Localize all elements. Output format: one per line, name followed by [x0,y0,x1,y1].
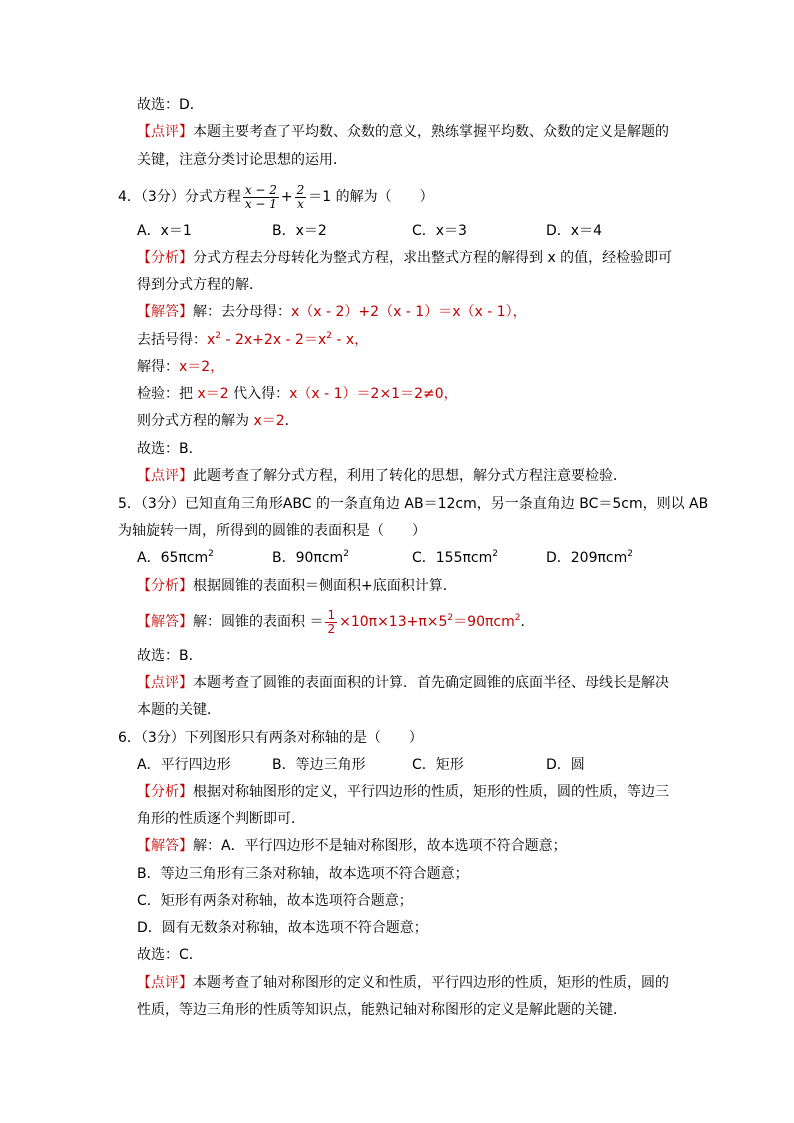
comment-tag: 【点评】 [137,975,193,991]
answer-math: x（x - 2）+2（x - 1）＝x（x - 1）， [291,304,527,320]
q6-answer-line-3: C．矩形有两条对称轴，故本选项符合题意； [137,893,413,909]
fraction-numerator: 1 [327,607,336,622]
q5-option-d [546,548,633,568]
comment-text: 本题考查了轴对称图形的定义和性质，平行四边形的性质，矩形的性质，圆的 [193,975,669,991]
analysis-tag: 【分析】 [137,578,193,594]
analysis-tag: 【分析】 [137,784,193,800]
q4-stem-pre: 4．（3分）分式方程 [118,189,241,205]
q4-answer-line-4 [137,384,458,404]
q4-analysis-line [137,248,672,268]
fraction-1-denominator: x − 1 [244,196,277,211]
q6-analysis-line-2: 角形的性质逐个判断即可． [137,811,305,827]
math-part: - 2x+2x - 2＝x [221,332,327,348]
q6-comment-line-2: 性质，等边三角形的性质等知识点，能熟记轴对称图形的定义是解此题的关键． [137,1002,627,1018]
comment-tag: 【点评】 [137,124,193,140]
q5-choose: 故选：B． [137,648,203,664]
fraction-1-numerator: x − 2 [244,182,277,197]
question-6-stem: 6．（3分）下列图形只有两条对称轴的是（ ） [118,730,423,746]
answer-math: x＝2 [197,386,229,402]
q6-answer-line-2: B．等边三角形有三条对称轴，故本选项不符合题意； [137,866,469,882]
answer-text: 解：A．平行四边形不是轴对称图形，故本选项不符合题意； [193,838,567,854]
answer-lead: 则分式方程的解为 [137,413,254,429]
question-4-stem [118,180,434,214]
q4-option-b: B．x＝2 [272,223,327,239]
answer-tag: 【解答】 [137,614,193,630]
analysis-text: 根据对称轴图形的定义，平行四边形的性质，矩形的性质，圆的性质，等边三 [193,784,669,800]
answer-tag: 【解答】 [137,838,193,854]
option-text: D．209πcm [546,550,628,566]
math-part: ×10π×13+π×5 [339,614,448,630]
fraction-1 [243,184,279,211]
answer-math: x＝2， [179,359,225,375]
answer-end: ． [284,413,299,429]
answer-lead: 解：去分母得： [193,304,291,320]
fraction-denominator: 2 [327,621,336,636]
exponent: 2 [447,613,454,623]
q6-option-b: B．等边三角形 [272,757,366,773]
answer-lead: 去括号得： [137,332,207,348]
q4-analysis-line-2: 得到分式方程的解． [137,277,263,293]
comment-text: 本题考查了圆锥的表面面积的计算．首先确定圆锥的底面半径、母线长是解决 [193,675,669,691]
answer-lead: 解得： [137,359,179,375]
q5-option-a [137,548,214,568]
q5-answer-line [137,607,534,637]
math-part: - x， [331,332,369,348]
answer-tag: 【解答】 [137,304,193,320]
fraction-2-denominator: x [297,196,304,211]
q4-choose: 故选：B． [137,441,203,457]
question-5-stem-2: 为轴旋转一周，所得到的圆锥的表面积是（ ） [118,523,426,539]
q4-stem-post: ＝1 的解为（ ） [308,189,434,205]
q6-option-a: A．平行四边形 [137,757,231,773]
q6-option-d: D．圆 [546,757,585,773]
q4-option-a: A．x＝1 [137,223,192,239]
fraction-half [325,609,337,636]
exponent: 2 [343,549,349,559]
exponent: 2 [627,549,633,559]
choose-line: 故选：D． [137,97,204,113]
fraction-2 [295,184,307,211]
comment-tag: 【点评】 [137,675,193,691]
analysis-text: 根据圆锥的表面积＝侧面积+底面积计算． [193,578,457,594]
q5-comment-line [137,673,669,693]
exponent: 2 [326,331,332,341]
exponent: 2 [208,549,214,559]
question-5-stem: 5．（3分）已知直角三角形ABC 的一条直角边 AB＝12cm，另一条直角边 BC＝5cm，则以 AB [118,496,709,512]
answer-math [339,614,520,630]
fraction-2-numerator: 2 [296,182,305,197]
q6-option-c: C．矩形 [412,757,464,773]
comment-tag: 【点评】 [137,468,193,484]
q4-option-d: D．x＝4 [546,223,602,239]
option-text: C．155πcm [412,550,493,566]
math-part: x [207,332,216,348]
q4-answer-line-1 [137,302,527,322]
answer-text: 代入得： [228,386,290,402]
option-text: A．65πcm [137,550,209,566]
answer-end: ． [520,614,535,630]
answer-math: x（x - 1）＝2×1＝2≠0， [289,386,458,402]
math-part: ＝90πcm [453,614,515,630]
comment-line-2: 关键，注意分类讨论思想的运用． [137,152,347,168]
analysis-text: 分式方程去分母转化为整式方程，求出整式方程的解得到 x 的值，经检验即可 [193,250,673,266]
analysis-tag: 【分析】 [137,250,193,266]
answer-lead: 解：圆锥的表面积 ＝ [193,614,324,630]
exponent: 2 [492,549,498,559]
q5-comment-line-2: 本题的关键． [137,702,221,718]
q6-answer-line-4: D．圆有无数条对称轴，故本选项不符合题意； [137,920,428,936]
q6-analysis-line [137,782,669,802]
exponent: 2 [514,613,521,623]
answer-math: x＝2 [253,413,285,429]
exponent: 2 [215,331,222,341]
q6-answer-line-1 [137,836,567,856]
answer-lead: 检验：把 [137,386,198,402]
comment-text: 本题主要考查了平均数、众数的意义，熟练掌握平均数、众数的定义是解题的 [193,124,669,140]
q4-answer-line-3 [137,357,224,377]
q5-option-c [412,548,498,568]
q5-option-b [272,548,349,568]
q4-answer-line-5 [137,411,299,431]
plus-sign: + [280,189,293,205]
q6-comment-line [137,973,669,993]
comment-line [137,122,669,142]
q4-answer-line-2 [137,330,368,350]
q4-option-c: C．x＝3 [412,223,467,239]
option-text: B．90πcm [272,550,344,566]
q5-analysis-line [137,576,457,596]
q6-choose: 故选：C． [137,947,203,963]
comment-text: 此题考查了解分式方程，利用了转化的思想，解分式方程注意要检验． [193,468,627,484]
q4-comment-line [137,466,627,486]
answer-math [207,332,368,348]
